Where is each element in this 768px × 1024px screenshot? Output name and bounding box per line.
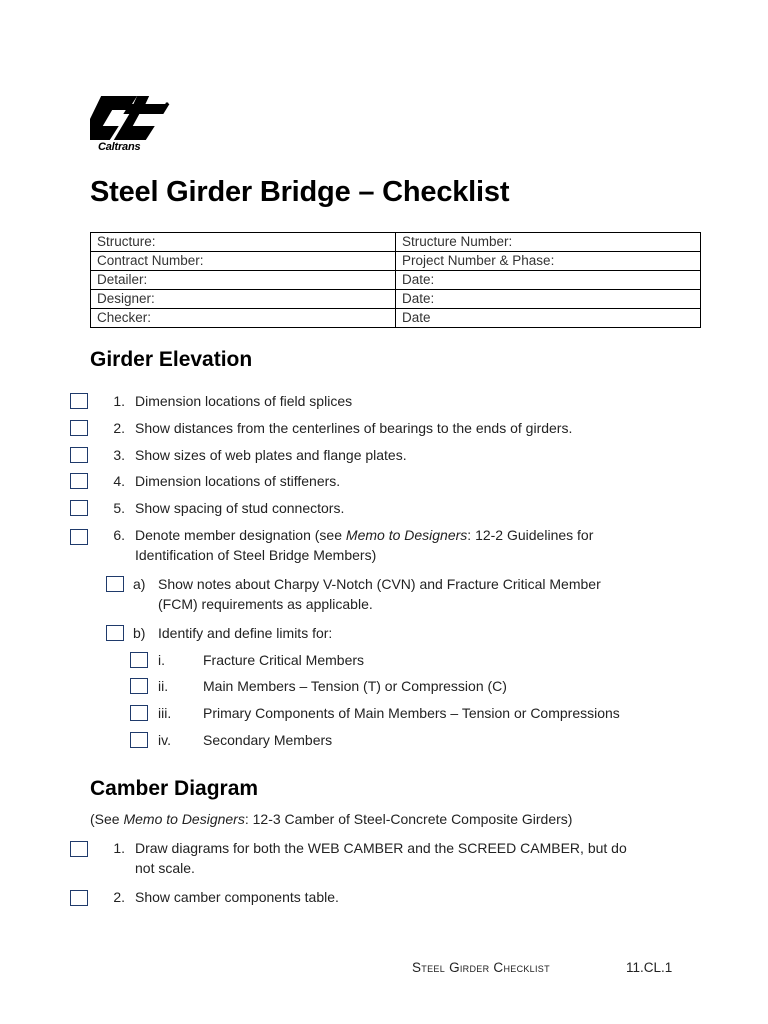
section-note: (See Memo to Designers: 12-3 Camber of Steel-Concrete Composite Girders) xyxy=(90,811,573,827)
checkbox[interactable] xyxy=(70,420,88,436)
footer-title: Steel Girder Checklist xyxy=(412,960,550,975)
checkbox[interactable] xyxy=(70,393,88,409)
table-cell[interactable]: Detailer: xyxy=(91,271,396,290)
table-cell[interactable]: Contract Number: xyxy=(91,252,396,271)
checkbox[interactable] xyxy=(106,625,124,641)
table-row xyxy=(91,233,701,252)
table-cell[interactable]: Date: xyxy=(396,290,701,309)
table-row xyxy=(91,252,701,271)
checkbox[interactable] xyxy=(70,890,88,906)
checkbox[interactable] xyxy=(70,500,88,516)
checkbox[interactable] xyxy=(130,652,148,668)
checkbox[interactable] xyxy=(70,841,88,857)
checkbox[interactable] xyxy=(130,705,148,721)
section-heading-camber-diagram: Camber Diagram xyxy=(90,777,259,800)
table-cell[interactable]: Designer: xyxy=(91,290,396,309)
checkbox[interactable] xyxy=(70,473,88,489)
table-cell[interactable]: Structure: xyxy=(91,233,396,252)
table-cell[interactable]: Date: xyxy=(396,271,701,290)
project-info-table xyxy=(90,232,701,328)
table-row xyxy=(91,290,701,309)
table-cell[interactable]: Project Number & Phase: xyxy=(396,252,701,271)
checkbox[interactable] xyxy=(70,447,88,463)
table-cell[interactable]: Date xyxy=(396,309,701,328)
table-cell[interactable]: Structure Number: xyxy=(396,233,701,252)
page-title: Steel Girder Bridge – Checklist xyxy=(90,176,510,208)
table-cell[interactable]: Checker: xyxy=(91,309,396,328)
caltrans-wordmark: Caltrans xyxy=(98,141,141,153)
footer-page-number: 11.CL.1 xyxy=(626,960,673,975)
section-heading-girder-elevation: Girder Elevation xyxy=(90,348,253,371)
checkbox[interactable] xyxy=(130,678,148,694)
table-row xyxy=(91,271,701,290)
checkbox[interactable] xyxy=(70,529,88,545)
checkbox[interactable] xyxy=(130,732,148,748)
table-row xyxy=(91,309,701,328)
checkbox[interactable] xyxy=(106,576,124,592)
